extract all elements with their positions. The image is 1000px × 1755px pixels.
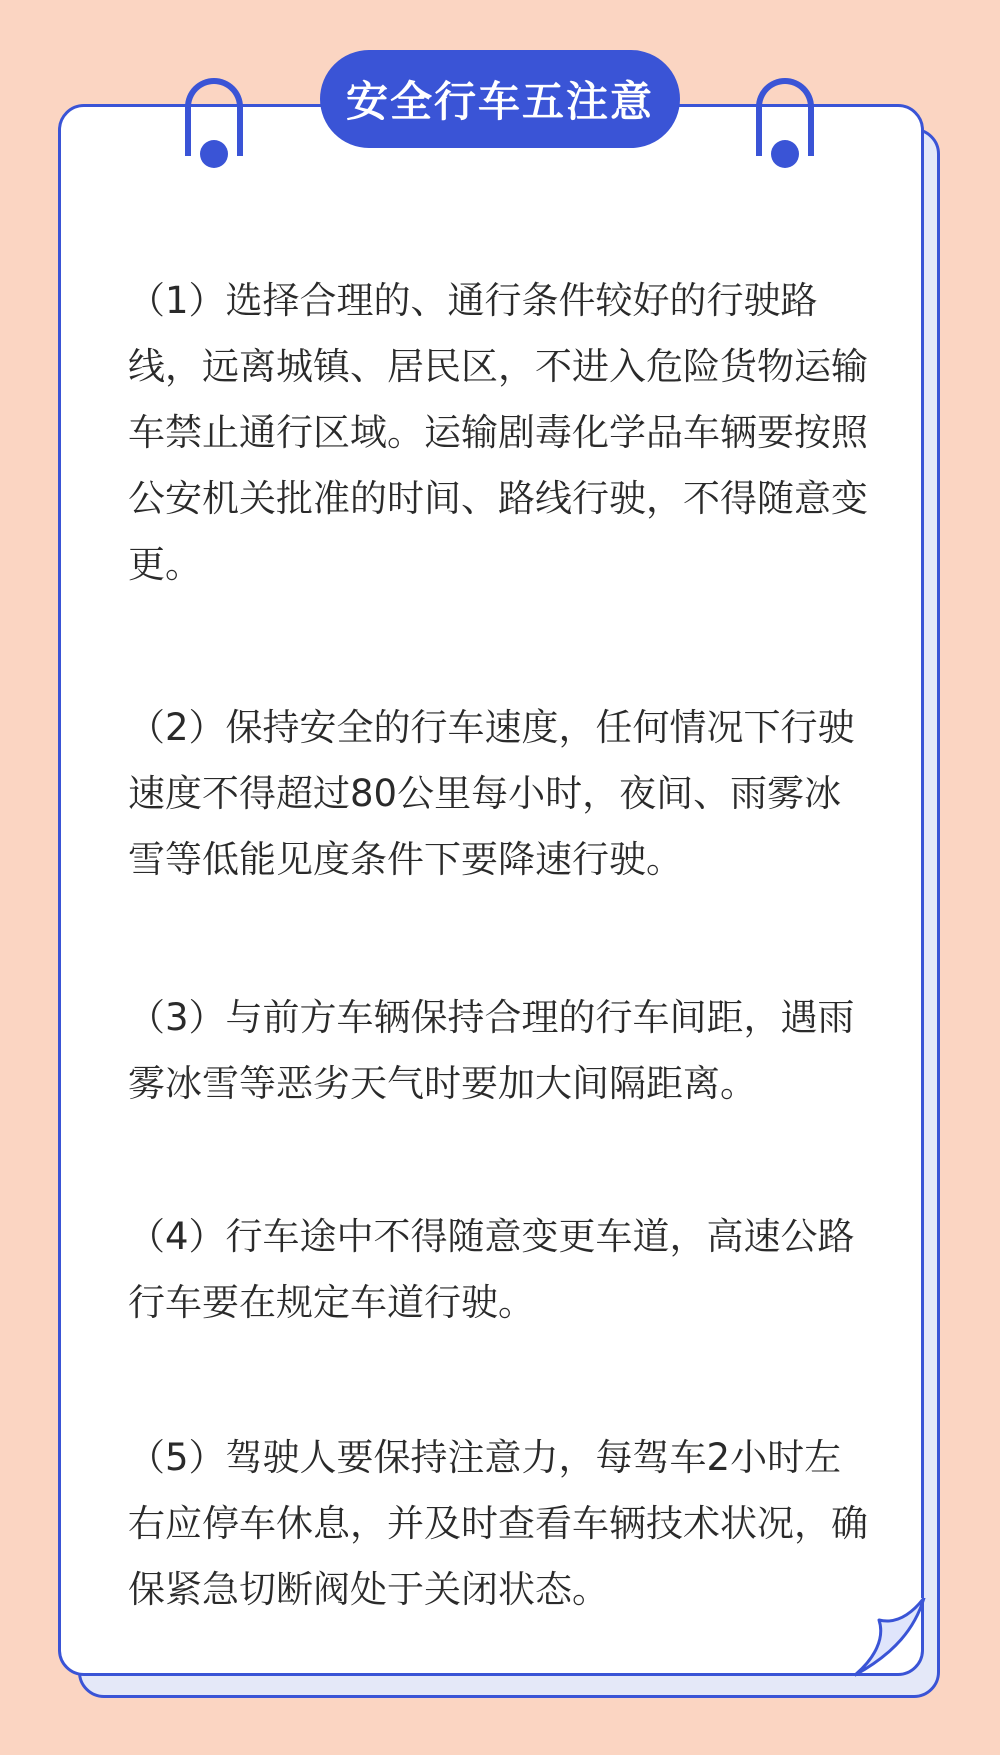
paragraph-2: （2）保持安全的行车速度，任何情况下行驶速度不得超过80公里每小时，夜间、雨雾冰雪等低能见度条件下要降速行驶。 (128, 706, 855, 881)
binder-hole-right-icon (771, 140, 799, 168)
paragraph-1: （1）选择合理的、通行条件较好的行驶路线，远离城镇、居民区，不进入危险货物运输车禁止通行区域。运输剧毒化学品车辆要按照公安机关批准的时间、路线行驶，不得随意变更。 (128, 279, 868, 586)
page-curl-icon (855, 1598, 927, 1678)
page-title: 安全行车五注意 (320, 50, 680, 148)
binder-hole-left-icon (200, 140, 228, 168)
paragraph-3: （3）与前方车辆保持合理的行车间距，遇雨雾冰雪等恶劣天气时要加大间隔距离。 (128, 996, 855, 1105)
paragraph-5: （5）驾驶人要保持注意力，每驾车2小时左右应停车休息，并及时查看车辆技术状况，确保紧急切断阀处于关闭状态。 (128, 1436, 868, 1611)
paragraph-4: （4）行车途中不得随意变更车道，高速公路行车要在规定车道行驶。 (128, 1215, 855, 1324)
